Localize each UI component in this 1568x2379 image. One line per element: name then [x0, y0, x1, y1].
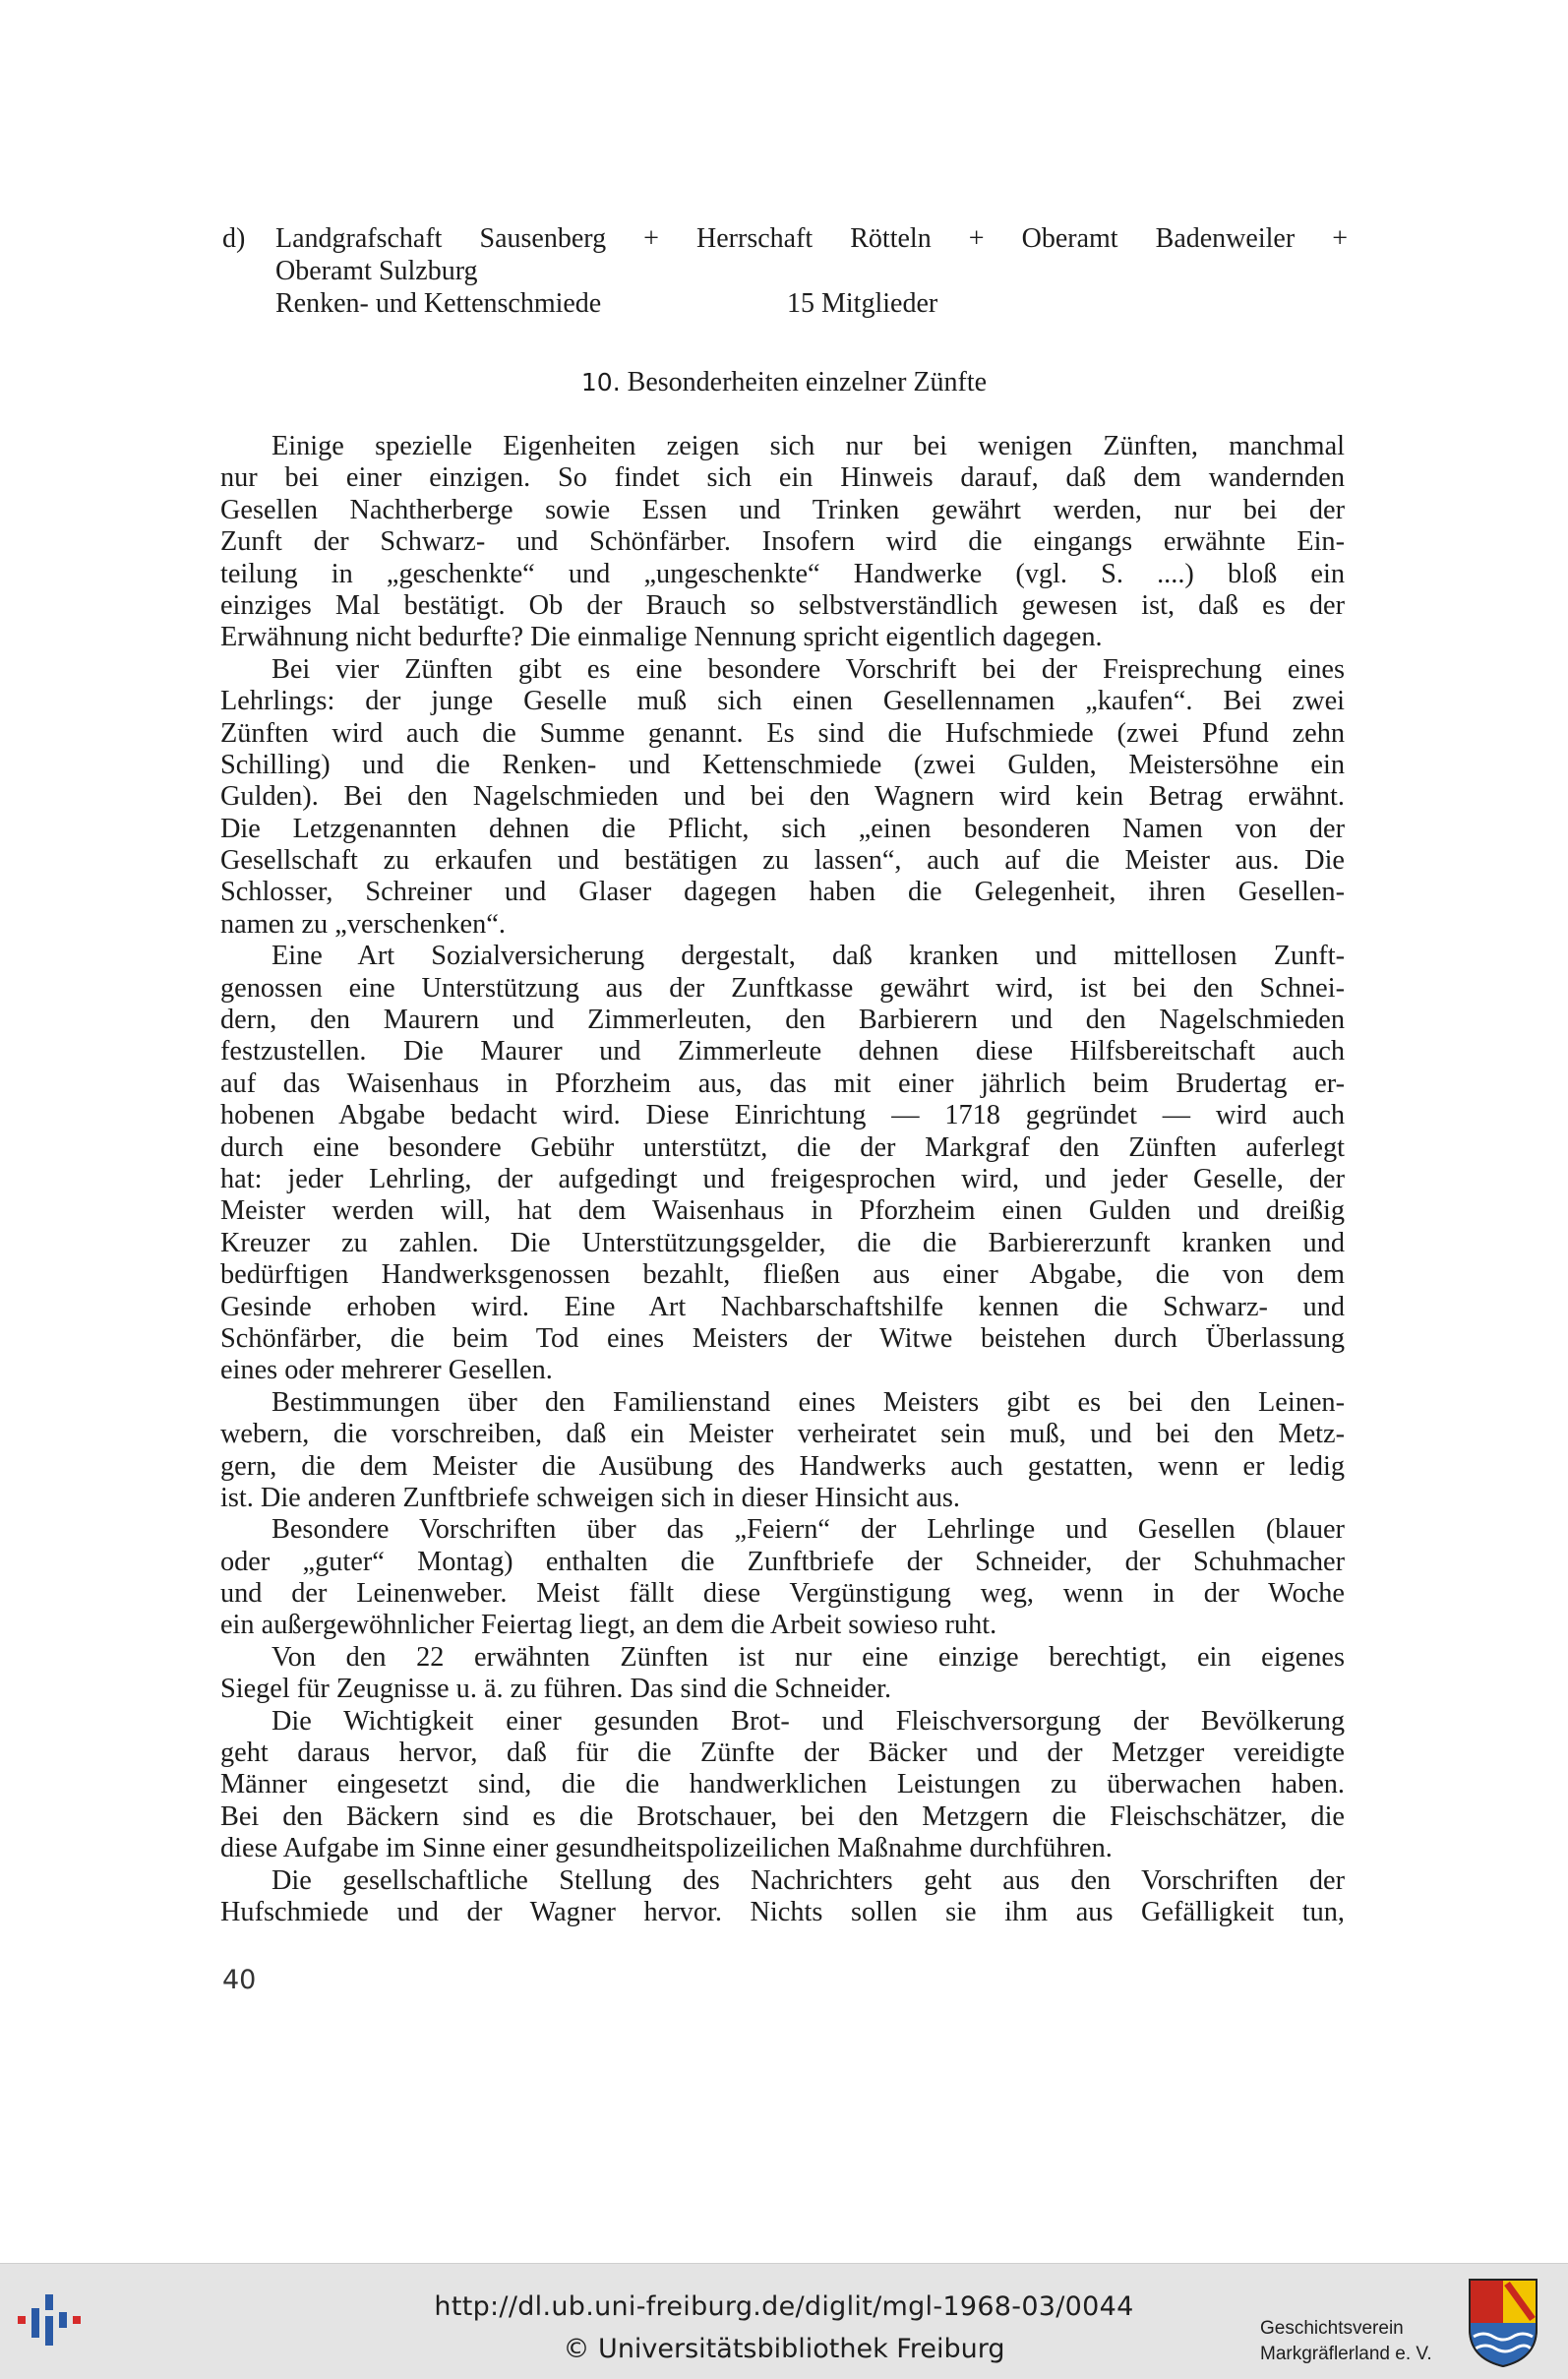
text-line: festzustellen. Die Maurer und Zimmerleute dehnen diese Hilfsbereitschaft auch: [220, 1036, 1345, 1068]
text-line: bedürftigen Handwerksgenossen bezahlt, fließen aus einer Abgabe, die von dem: [220, 1259, 1345, 1291]
text-line: Schlosser, Schreiner und Glaser dagegen haben die Gelegenheit, ihren Gesellen-: [220, 877, 1345, 908]
society-line-2: Markgräflerland e. V.: [1260, 2344, 1432, 2364]
text-line: Gesellen Nachtherberge sowie Essen und Trinken gewährt werden, nur bei der: [220, 494, 1345, 525]
society-line-1: Geschichtsverein: [1260, 2318, 1404, 2339]
text-line: Die gesellschaftliche Stellung des Nachrichters geht aus den Vorschriften der: [271, 1864, 1345, 1896]
text-line: Schönfärber, die beim Tod eines Meisters der Witwe beistehen durch Überlassung: [220, 1322, 1345, 1354]
text-line: Von den 22 erwähnten Zünften ist nur eine einzige berechtigt, ein eigenes: [271, 1641, 1345, 1673]
text-line: Gulden). Bei den Nagelschmieden und bei den Wagnern wird kein Betrag erwähnt.: [220, 781, 1345, 813]
text-line: Bei den Bäckern sind es die Brotschauer, bei den Metzgern die Fleischschätzer, die: [220, 1800, 1345, 1832]
section-heading: [0, 367, 1568, 398]
text-line: webern, die vorschreiben, daß ein Meister verheiratet sein muß, und bei den Metz-: [220, 1419, 1345, 1450]
text-line: Erwähnung nicht bedurfte? Die einmalige Nennung spricht eigentlich dagegen.: [220, 622, 1103, 653]
body-text: [220, 431, 1345, 1928]
text-line: Männer eingesetzt sind, die die handwerklichen Leistungen zu überwachen haben.: [220, 1769, 1345, 1800]
text-line: durch eine besondere Gebühr unterstützt, die der Markgraf den Zünften auferlegt: [220, 1131, 1345, 1163]
text-line: Bei vier Zünften gibt es eine besondere Vorschrift bei der Freisprechung eines: [271, 653, 1345, 685]
text-line: und der Leinenweber. Meist fällt diese Vergünstigung weg, wenn in der Woche: [220, 1578, 1345, 1610]
text-line: Schilling) und die Renken- und Kettenschmiede (zwei Gulden, Meistersöhne ein: [220, 749, 1345, 780]
member-count: 15 Mitglieder: [787, 288, 938, 319]
text-line: Besondere Vorschriften über das „Feiern“ der Lehrlinge und Gesellen (blauer: [271, 1514, 1345, 1546]
text-line: oder „guter“ Montag) enthalten die Zunftbriefe der Schneider, der Schuhmacher: [220, 1546, 1345, 1577]
text-line: diese Aufgabe im Sinne einer gesundheitspolizeilichen Maßnahme durchführen.: [220, 1833, 1113, 1864]
page-number: 40: [222, 1965, 257, 1995]
text-line: Gesinde erhoben wird. Eine Art Nachbarschaftshilfe kennen die Schwarz- und: [220, 1291, 1345, 1322]
society-name: [1260, 2316, 1432, 2367]
text-line: ist. Die anderen Zunftbriefe schweigen sich in dieser Hinsicht aus.: [220, 1482, 960, 1513]
text-line: hobenen Abgabe bedacht wird. Diese Einrichtung — 1718 gegründet — wird auch: [220, 1100, 1345, 1131]
text-line: nur bei einer einzigen. So findet sich ein Hinweis darauf, daß dem wandernden: [220, 462, 1345, 494]
text-line: Zunft der Schwarz- und Schönfärber. Insofern wird die eingangs erwähnte Ein-: [220, 526, 1345, 558]
text-line: ein außergewöhnlicher Feiertag liegt, an dem die Arbeit sowieso ruht.: [220, 1610, 997, 1641]
craft-name: Renken- und Kettenschmiede: [275, 288, 602, 319]
text-line: Zünften wird auch die Summe genannt. Es sind die Hufschmiede (zwei Pfund zehn: [220, 717, 1345, 749]
text-line: gern, die dem Meister die Ausübung des Handwerks auch gestatten, wenn er ledig: [220, 1450, 1345, 1482]
text-line: Siegel für Zeugnisse u. ä. zu führen. Das sind die Schneider.: [220, 1674, 892, 1705]
text-line: Die Wichtigkeit einer gesunden Brot- und Fleischversorgung der Bevölkerung: [271, 1705, 1345, 1737]
text-line: Hufschmiede und der Wagner hervor. Nichts sollen sie ihm aus Gefälligkeit tun,: [220, 1896, 1345, 1927]
text-line: einziges Mal bestätigt. Ob der Brauch so selbstverständlich gewesen ist, daß es der: [220, 589, 1345, 621]
text-line: Kreuzer zu zahlen. Die Unterstützungsgelder, die die Barbiererzunft kranken und: [220, 1227, 1345, 1258]
text-line: namen zu „verschenken“.: [220, 908, 506, 940]
text-line: Bestimmungen über den Familienstand eines Meisters gibt es bei den Leinen-: [271, 1386, 1345, 1418]
section-number: 10.: [580, 368, 621, 396]
district-names: Landgrafschaft Sausenberg + Herrschaft Rötteln + Oberamt Badenweiler +: [275, 223, 1348, 254]
text-line: Eine Art Sozialversicherung dergestalt, daß kranken und mittellosen Zunft-: [271, 941, 1345, 972]
text-line: teilung in „geschenkte“ und „ungeschenkte“ Handwerke (vgl. S. ....) bloß ein: [220, 558, 1345, 589]
text-line: Die Letzgenannten dehnen die Pflicht, sich „einen besonderen Namen von der: [220, 813, 1345, 844]
district-names-continued: Oberamt Sulzburg: [275, 256, 478, 286]
list-label: d): [222, 223, 246, 254]
text-line: eines oder mehrerer Gesellen.: [220, 1355, 553, 1386]
text-line: Meister werden will, hat dem Waisenhaus in Pforzheim einen Gulden und dreißig: [220, 1195, 1345, 1227]
text-line: Lehrlings: der junge Geselle muß sich einen Gesellennamen „kaufen“. Bei zwei: [220, 686, 1345, 717]
copyright-notice: © Universitätsbibliothek Freiburg: [563, 2334, 1005, 2364]
markgraeflerland-crest-icon: [1468, 2278, 1538, 2368]
text-line: dern, den Maurern und Zimmerleuten, den Barbierern und den Nagelschmieden: [220, 1005, 1345, 1036]
text-line: hat: jeder Lehrling, der aufgedingt und freigesprochen wird, und jeder Geselle, der: [220, 1163, 1345, 1194]
text-line: Gesellschaft zu erkaufen und bestätigen zu lassen“, auch auf die Meister aus. Die: [220, 845, 1345, 877]
footer-bar: [0, 2263, 1568, 2379]
section-title: Besonderheiten einzelner Zünfte: [627, 367, 988, 397]
text-line: geht daraus hervor, daß für die Zünfte der Bäcker und der Metzger vereidigte: [220, 1738, 1345, 1769]
text-line: Einige spezielle Eigenheiten zeigen sich nur bei wenigen Zünften, manchmal: [271, 431, 1345, 461]
text-line: genossen eine Unterstützung aus der Zunftkasse gewährt wird, ist bei den Schnei-: [220, 972, 1345, 1004]
source-url[interactable]: http://dl.ub.uni-freiburg.de/diglit/mgl-1968-03/0044: [434, 2291, 1134, 2322]
text-line: auf das Waisenhaus in Pforzheim aus, das mit einer jährlich beim Brudertag er-: [220, 1068, 1345, 1099]
